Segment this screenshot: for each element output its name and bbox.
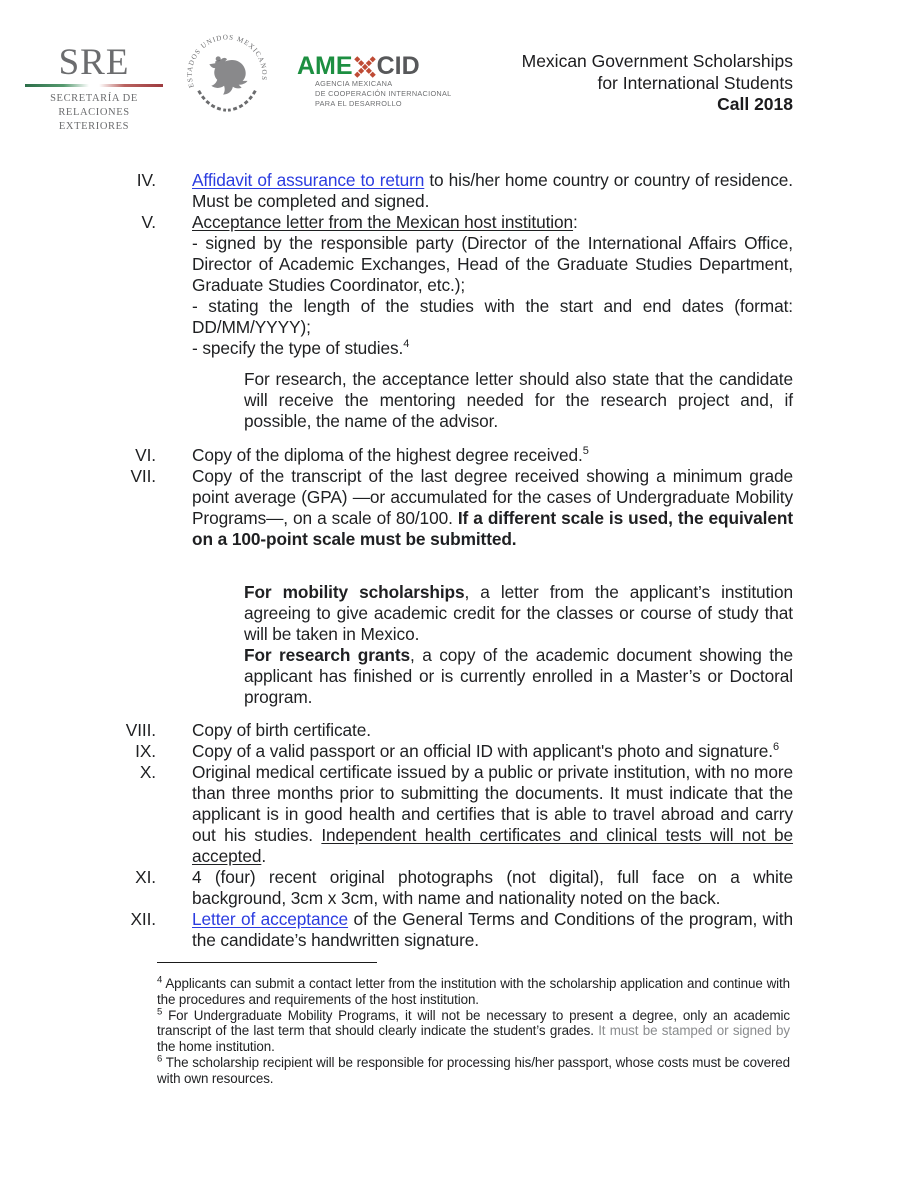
item-numeral: IX. <box>135 741 156 761</box>
title-line1: Mexican Government Scholarships <box>521 51 793 71</box>
tricolor-gap <box>89 84 99 87</box>
text-segment: Applicants can submit a contact letter from the institution with the scholarship application and continue with the procedures and requirements of the host institution. <box>157 976 790 1007</box>
sre-acronym: SRE <box>58 42 130 83</box>
sre-tricolor-line <box>25 84 163 87</box>
item-paragraph <box>192 170 793 212</box>
document-title <box>522 38 793 116</box>
eagle-emblem <box>209 56 247 94</box>
footnotes <box>157 962 790 1087</box>
text-segment: Copy of the transcript of the last degree received showing a minimum grade point average (GPA) —or accumulated for the cases of Undergraduate Mobility Programs—, on a scale of 80/100. <box>192 466 793 528</box>
text-segment: Acceptance letter from the Mexican host institution <box>192 212 574 232</box>
item-paragraph <box>192 909 793 951</box>
item-content <box>244 582 793 708</box>
text-segment: Independent health certificates and clinical tests will not be accepted <box>192 825 794 866</box>
item-paragraph <box>192 338 793 359</box>
text-segment: : <box>573 212 578 232</box>
text-segment: For Undergraduate Mobility Programs, it will not be necessary to present a degree, only an academic transcript of the last term that should clearly indicate the student’s grades. <box>157 1007 790 1039</box>
footnote-marker: 4 <box>403 338 410 351</box>
document-header <box>0 0 918 134</box>
item-numeral: VII. <box>130 466 156 486</box>
text-segment: . <box>261 846 267 866</box>
item-paragraph <box>192 445 793 466</box>
item-content <box>192 867 793 909</box>
title-line3: Call 2018 <box>717 94 793 114</box>
item-numeral: XI. <box>135 867 156 887</box>
list-item <box>100 466 793 550</box>
item-numeral <box>100 369 156 432</box>
text-link[interactable]: Letter of acceptance <box>192 909 349 929</box>
sre-caption-line1: SECRETARÍA DE <box>50 93 138 104</box>
amexcid-subtitle-line3: PARA EL DESARROLLO <box>315 99 402 108</box>
item-paragraph <box>192 762 793 867</box>
text-segment: For research grants <box>244 645 411 665</box>
item-content <box>192 466 793 550</box>
amexcid-green-letters: AME <box>297 52 353 80</box>
item-numeral: IV. <box>136 170 156 190</box>
text-segment: The scholarship recipient will be responsible for processing his/her passport, whose costs must be covered with own resources. <box>157 1054 790 1086</box>
item-content <box>192 170 793 212</box>
text-segment: For research, the acceptance letter should also state that the candidate will receive the mentoring needed for the research project and, if possible, the name of the advisor. <box>244 369 793 431</box>
note-block <box>100 582 793 708</box>
item-paragraph <box>244 369 793 432</box>
note-block <box>100 369 793 432</box>
mexico-coat-of-arms-icon <box>183 32 271 125</box>
item-numeral: VIII. <box>125 720 156 740</box>
text-segment: For mobility scholarships <box>244 582 465 602</box>
tricolor-red-segment <box>99 84 163 87</box>
list-item <box>100 212 793 359</box>
item-paragraph <box>192 296 793 338</box>
item-numeral: X. <box>139 762 156 782</box>
item-content <box>192 445 793 466</box>
item-content <box>192 762 793 867</box>
footnote-marker: 5 <box>582 445 589 458</box>
amexcid-logo <box>297 38 452 109</box>
footnote-separator-rule <box>157 962 377 963</box>
text-segment: - specify the type of studies. <box>192 338 404 358</box>
list-item <box>100 720 793 741</box>
item-paragraph <box>192 867 793 909</box>
seal-inscription: ESTADOS UNIDOS MEXICANOS <box>185 33 269 89</box>
sre-logo <box>25 38 163 134</box>
item-paragraph <box>192 212 793 233</box>
list-item <box>100 909 793 951</box>
text-segment: Copy of birth certificate. <box>192 720 371 740</box>
text-segment: - signed by the responsible party (Director of the International Affairs Office, Director of Academic Exchanges, Head of the Graduate Studies Department, Graduate Studies Coordinator, etc.); <box>192 233 793 295</box>
text-segment: the home institution. <box>157 1039 275 1055</box>
text-link[interactable]: Affidavit of assurance to return <box>192 170 425 190</box>
item-paragraph <box>192 466 793 550</box>
item-numeral: V. <box>141 212 156 232</box>
item-paragraph <box>244 645 793 708</box>
footnote-marker: 6 <box>772 741 779 754</box>
footnote <box>157 1008 790 1055</box>
item-content <box>192 741 793 762</box>
item-paragraph <box>192 233 793 296</box>
text-segment: to his/her home country or country of residence. Must be completed and signed. <box>192 170 794 211</box>
item-content <box>192 909 793 951</box>
footnote-marker: 4 <box>157 974 163 986</box>
footnote-list <box>157 976 790 1087</box>
footnote-marker: 5 <box>157 1006 163 1018</box>
list-item <box>100 445 793 466</box>
text-segment: If a different scale is used, the equivalent on a 100-point scale must be submitted. <box>192 508 794 549</box>
item-numeral <box>100 582 156 708</box>
item-paragraph <box>192 741 793 762</box>
text-segment: of the General Terms and Conditions of the program, with the candidate’s handwritten signature. <box>192 909 793 950</box>
sre-caption-line2: RELACIONES EXTERIORES <box>58 107 130 132</box>
text-segment: , a letter from the applicant’s institution agreeing to give academic credit for the classes or course of study that will be taken in Mexico. <box>244 582 793 644</box>
tricolor-green-segment <box>25 84 89 87</box>
text-segment: Copy of a valid passport or an official ID with applicant's photo and signature. <box>192 741 773 761</box>
item-content <box>192 720 793 741</box>
text-segment: , a copy of the academic document showing the applicant has finished or is currently enrolled in a Master’s or Doctoral program. <box>244 645 793 707</box>
item-paragraph <box>244 582 793 645</box>
list-item <box>100 741 793 762</box>
title-line2: for International Students <box>597 72 793 93</box>
amexcid-subtitle-line1: AGENCIA MEXICANA <box>315 79 393 88</box>
list-item <box>100 762 793 867</box>
item-numeral: VI. <box>135 445 156 465</box>
requirements-list <box>100 170 793 951</box>
text-segment: Original medical certificate issued by a public or private institution, with no more than three months prior to submitting the documents. It must indicate that the applicant is in good health and certifies that is able to travel abroad and carry out his studies. <box>192 762 793 845</box>
list-item <box>100 170 793 212</box>
amexcid-wordmark <box>297 54 452 79</box>
amexcid-subtitle-line2: DE COOPERACIÓN INTERNACIONAL <box>315 89 452 98</box>
footnote <box>157 1055 790 1087</box>
item-paragraph <box>192 720 793 741</box>
list-item <box>100 867 793 909</box>
amexcid-x-icon <box>354 56 376 78</box>
text-segment: It must be stamped or signed by <box>598 1023 790 1039</box>
amexcid-gray-letters: CID <box>376 52 420 80</box>
item-content <box>244 369 793 432</box>
text-segment: 4 (four) recent original photographs (not digital), full face on a white background, 3cm x 3cm, with name and nationality noted on the back. <box>192 867 793 908</box>
item-content <box>192 212 793 359</box>
text-segment: - stating the length of the studies with the start and end dates (format: DD/MM/YYYY); <box>192 296 793 337</box>
item-numeral: XII. <box>130 909 156 929</box>
footnote-marker: 6 <box>157 1053 163 1065</box>
text-segment: Copy of the diploma of the highest degree received. <box>192 445 583 465</box>
footnote <box>157 976 790 1008</box>
